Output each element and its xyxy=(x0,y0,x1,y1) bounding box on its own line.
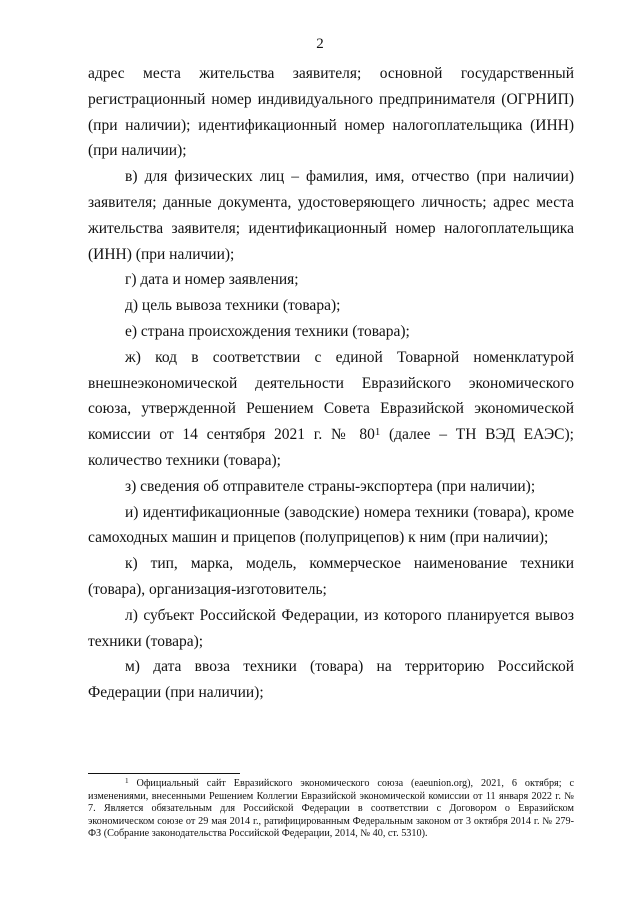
paragraph-item-m: м) дата ввоза техники (товара) на территорию Российской Федерации (при наличии); xyxy=(88,658,574,702)
paragraph-item-k: к) тип, марка, модель, коммерческое наименование техники (товара), организация-изготовитель; xyxy=(88,555,574,598)
footnote xyxy=(88,778,574,841)
paragraph-item-i: и) идентификационные (заводские) номера техники (товара), кроме самоходных машин и прицепов (полуприцепов) к ним (при наличии); xyxy=(88,503,574,547)
document-body xyxy=(88,61,574,706)
paragraph-item-v: в) для физических лиц – фамилия, имя, отчество (при наличии) заявителя; данные документа, удостоверяющего личность; адрес места жительства заявителя; идентификационный номер налогоплательщика (ИНН) (при наличии); xyxy=(88,168,574,263)
footnote-text: Официальный сайт Евразийского экономического союза (eaeunion.org), 2021, 6 октября; с изменениями, внесенными Решением Коллегии Евразийской экономической комиссии от 11 января 2022 г. № 7. Является обязательным для Российской Федерации в соответствии с Договором о Евразийском экономическом союзе от 29 мая 2014 г., ратифицированным Федеральным законом от 3 октября 2014 г. № 279-ФЗ (Собрание законодательства Российской Федерации, 2014, № 40, ст. 5310). xyxy=(88,778,574,840)
paragraph-item-zh-text-before: ж) код в соответствии с единой Товарной номенклатурой внешнеэкономической деятельности Евразийского экономического союза, утвержденной Решением Совета Евразийской экономической комиссии от 14 сентября 2021 г. № 80 xyxy=(88,348,574,444)
footnote-marker: 1 xyxy=(125,777,129,786)
paragraph-item-l: л) субъект Российской Федерации, из которого планируется вывоз техники (товара); xyxy=(88,606,574,650)
footnote-reference: 1 xyxy=(374,425,381,438)
footnote-separator xyxy=(88,773,240,774)
paragraph-item-g: г) дата и номер заявления; xyxy=(125,271,299,289)
paragraph-item-zh-text-after: (далее – ТН ВЭД ЕАЭС); количество техники (товара); xyxy=(88,426,574,469)
page-number: 2 xyxy=(316,36,324,52)
paragraph-item-zh xyxy=(88,345,574,474)
paragraph-address-continuation: адрес места жительства заявителя; основной государственный регистрационный номер индивидуального предпринимателя (ОГРНИП) (при наличии); идентификационный номер налогоплательщика (ИНН) (при наличии); xyxy=(88,65,574,160)
paragraph-item-d: д) цель вывоза техники (товара); xyxy=(125,297,341,315)
paragraph-item-z: з) сведения об отправителе страны-экспортера (при наличии); xyxy=(125,477,536,495)
paragraph-item-e: е) страна происхождения техники (товара); xyxy=(125,322,410,340)
